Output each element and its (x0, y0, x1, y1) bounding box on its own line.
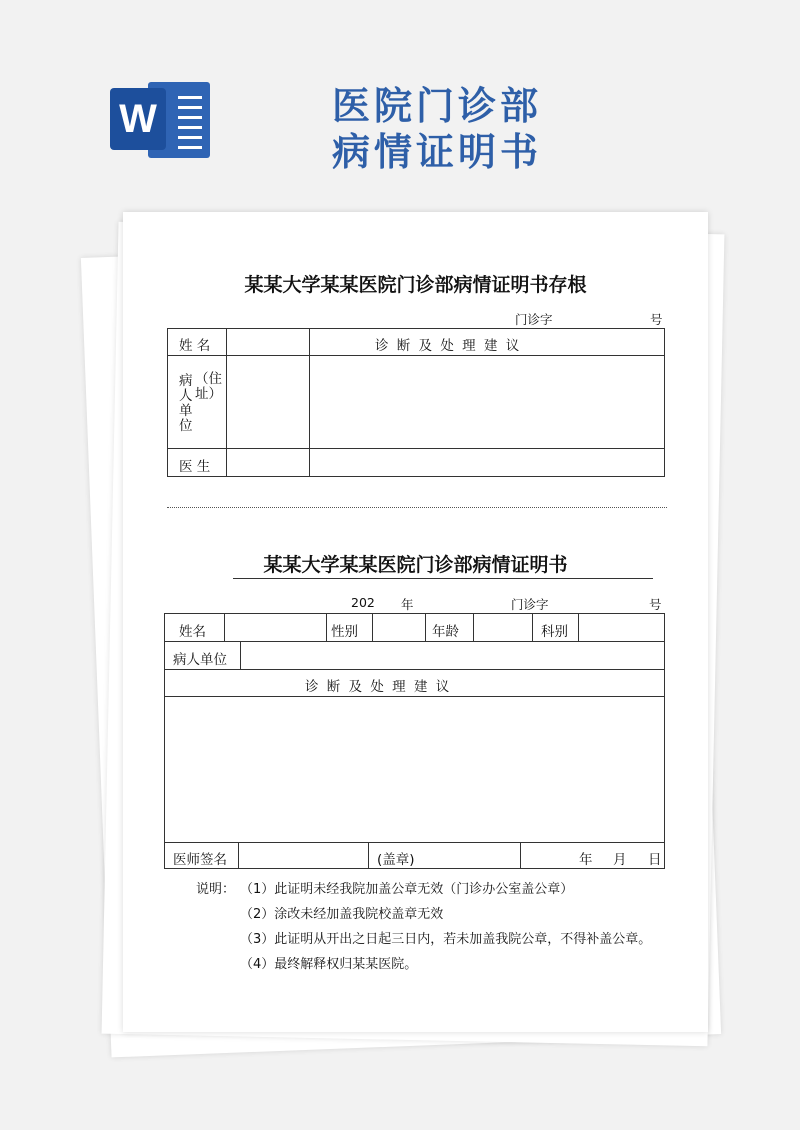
page-title-line2: 病情证明书 (332, 130, 543, 174)
gender-label: 性别 (331, 624, 358, 640)
stub-doctor-label: 医 生 (179, 459, 211, 475)
stub-name-label: 姓 名 (179, 338, 211, 354)
document-page (123, 212, 708, 1032)
date-year-label: 年 (579, 852, 593, 868)
date-month-label: 月 (613, 852, 627, 868)
certificate-ref-prefix: 门诊字 (511, 597, 549, 612)
stub-ref-suffix: 号 (650, 312, 663, 327)
note-item: （2）涂改未经加盖我院校盖章无效 (240, 907, 444, 922)
page-title-line1: 医院门诊部 (332, 84, 543, 128)
cut-line-divider (167, 507, 667, 508)
note-item: （3）此证明从开出之日起三日内，若未加盖我院公章，不得补盖公章。 (240, 932, 652, 947)
doctor-signature-label: 医师签名 (173, 852, 227, 868)
notes-label: 说明： (196, 882, 236, 897)
certificate-ref-suffix: 号 (649, 597, 662, 612)
department-label: 科别 (541, 624, 568, 640)
seal-label: (盖章) (377, 852, 415, 868)
note-item: （1）此证明未经我院加盖公章无效（门诊办公室盖公章） (240, 882, 574, 897)
name-label: 姓名 (179, 624, 206, 640)
stub-unit-label: 病人单位 (179, 373, 193, 434)
stub-title: 某某大学某某医院门诊部病情证明书存根 (244, 274, 587, 296)
age-label: 年龄 (432, 624, 459, 640)
word-letter-badge: W (110, 88, 166, 150)
stub-ref-prefix: 门诊字 (515, 312, 553, 327)
word-logo-icon (110, 74, 214, 166)
patient-unit-label: 病人单位 (173, 652, 227, 668)
certificate-title: 某某大学某某医院门诊部病情证明书 (263, 554, 568, 576)
stub-diagnosis-header: 诊 断 及 处 理 建 议 (375, 338, 522, 354)
year-label: 年 (401, 597, 414, 612)
title-underline (233, 578, 653, 579)
date-day-label: 日 (648, 852, 662, 868)
stub-address-label: （住址） (195, 371, 222, 402)
certificate-diagnosis-header: 诊 断 及 处 理 建 议 (305, 679, 452, 695)
year-prefix: 202 (351, 595, 375, 610)
note-item: （4）最终解释权归某某医院。 (240, 957, 418, 972)
